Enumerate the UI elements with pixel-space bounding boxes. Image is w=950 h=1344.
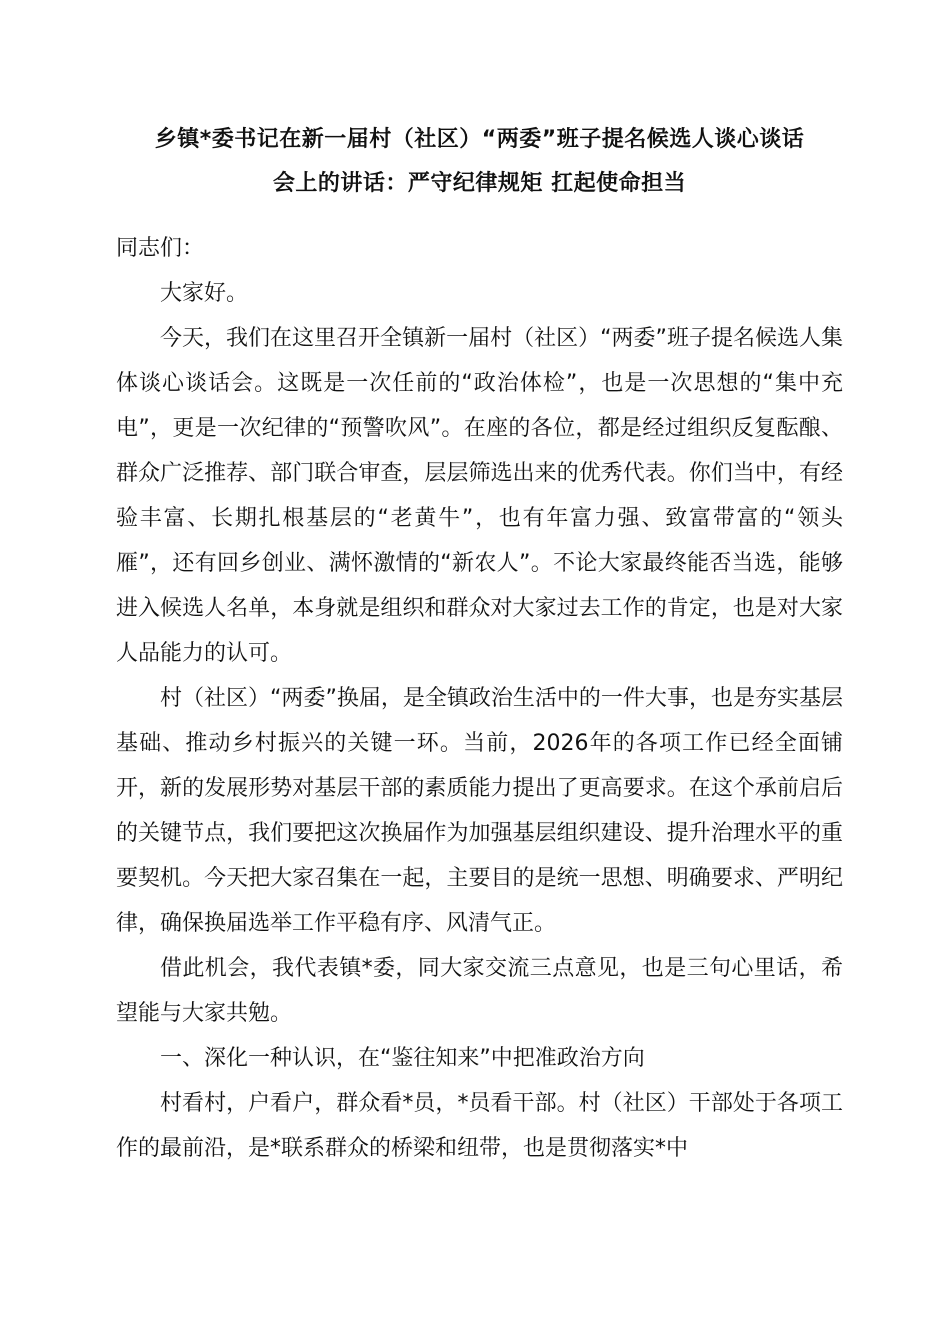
title-line-1: 乡镇*委书记在新一届村（社区）“两委”班子提名候选人谈心谈话 bbox=[154, 127, 805, 152]
paragraph-section-1: 村看村，户看户，群众看*员，*员看干部。村（社区）干部处于各项工作的最前沿，是*联系群众的桥梁和纽带，也是贯彻落实*中 bbox=[116, 1091, 843, 1161]
paragraph-greeting: 大家好。 bbox=[160, 281, 249, 306]
document-page bbox=[116, 118, 843, 1171]
document-body bbox=[116, 226, 843, 1171]
paragraph-transition: 借此机会，我代表镇*委，同大家交流三点意见，也是三句心里话，希望能与大家共勉。 bbox=[116, 956, 843, 1026]
title-line-2: 会上的讲话：严守纪律规矩 扛起使命担当 bbox=[272, 171, 687, 196]
document-title bbox=[116, 118, 843, 206]
section-heading-1: 一、深化一种认识，在“鉴往知来”中把准政治方向 bbox=[160, 1046, 645, 1071]
paragraph-opening: 今天，我们在这里召开全镇新一届村（社区）“两委”班子提名候选人集体谈心谈话会。这既是一次任前的“政治体检”，也是一次思想的“集中充电”，更是一次纪律的“预警吹风”。在座的各位，都是经过组织反复酝酿、群众广泛推荐、部门联合审查，层层筛选出来的优秀代表。你们当中，有经验丰富、长期扎根基层的“老黄牛”，也有年富力强、致富带富的“领头雁”，还有回乡创业、满怀激情的“新农人”。不论大家最终能否当选，能够进入候选人名单，本身就是组织和群众对大家过去工作的肯定，也是对大家人品能力的认可。 bbox=[116, 326, 843, 666]
paragraph-significance: 村（社区）“两委”换届，是全镇政治生活中的一件大事，也是夯实基层基础、推动乡村振兴的关键一环。当前，2026年的各项工作已经全面铺开，新的发展形势对基层干部的素质能力提出了更高要求。在这个承前启后的关键节点，我们要把这次换届作为加强基层组织建设、提升治理水平的重要契机。今天把大家召集在一起，主要目的是统一思想、明确要求、严明纪律，确保换届选举工作平稳有序、风清气正。 bbox=[116, 686, 843, 936]
salutation: 同志们： bbox=[116, 236, 205, 261]
